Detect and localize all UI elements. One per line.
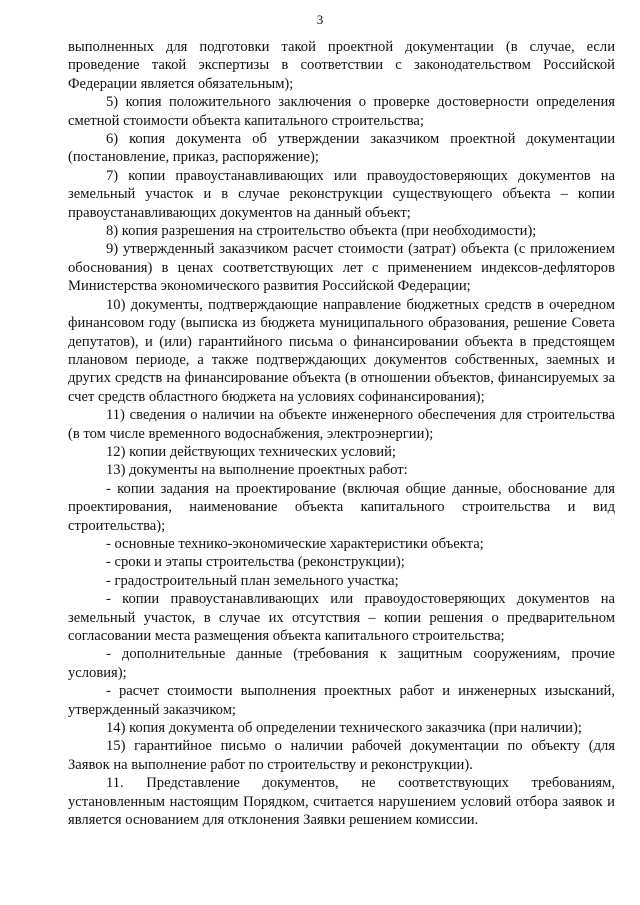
sub-item-characteristics: - основные технико-экономические характеристики объекта; xyxy=(106,535,484,552)
sub-item-additional-data: - дополнительные данные (требования к защитным сооружениям, прочие условия); xyxy=(68,646,615,681)
list-item-12: 12) копии действующих технических условий; xyxy=(106,443,396,460)
sub-item-schedule: - сроки и этапы строительства (реконструкции); xyxy=(106,554,405,571)
list-item-5: 5) копия положительного заключения о проверке достоверности определения сметной стоимости объекта капитального строительства; xyxy=(68,94,615,129)
sub-item-design-assignment: - копии задания на проектирование (включая общие данные, обоснование для проектирования, наименование объекта капитального строительства и вид строительства); xyxy=(68,480,615,534)
list-item-14: 14) копия документа об определении технического заказчика (при наличии); xyxy=(106,720,582,737)
list-item-11: 11) сведения о наличии на объекте инженерного обеспечения для строительства (в том числе временного водоснабжения, электроэнергии); xyxy=(68,407,615,442)
list-item-10: 10) документы, подтверждающие направление бюджетных средств в очередном финансовом году (выписка из бюджета муниципального образования, решение Совета депутатов), и (или) гарантийного письма о финансировании объекта в предстоящем плановом периоде, а также подтверждающих документов собственных, заемных и других средств на финансирование объекта (в отношении объектов, финансируемых за счет средств областного бюджета на условиях софинансирования); xyxy=(68,296,615,405)
list-item-7: 7) копии правоустанавливающих или правоудостоверяющих документов на земельный участок и в случае реконструкции существующего объекта – копии правоустанавливающих документов на данный объект; xyxy=(68,167,615,221)
sub-item-cost-calculation: - расчет стоимости выполнения проектных работ и инженерных изысканий, утвержденный заказчиком; xyxy=(68,683,615,718)
section-11-paragraph: 11. Представление документов, не соответствующих требованиям, установленным настоящим Порядком, считается нарушением условий отбора заявок и является основанием для отклонения Заявки решением комиссии. xyxy=(68,775,615,829)
sub-item-urban-plan: - градостроительный план земельного участка; xyxy=(106,572,399,589)
paragraph-continuation: выполненных для подготовки такой проектной документации (в случае, если проведение такой экспертизы в соответствии с законодательством Российской Федерации является обязательным); xyxy=(68,39,615,92)
document-body xyxy=(68,38,615,829)
list-item-15: 15) гарантийное письмо о наличии рабочей документации по объекту (для Заявок на выполнение работ по строительству и реконструкции). xyxy=(68,738,615,773)
sub-item-land-documents: - копии правоустанавливающих или правоудостоверяющих документов на земельный участок, в случае их отсутствия – копии решения о предварительном согласовании места размещения объекта капитального строительства; xyxy=(68,591,615,644)
page-number: 3 xyxy=(316,12,324,27)
list-item-13: 13) документы на выполнение проектных работ: xyxy=(106,462,408,479)
list-item-9: 9) утвержденный заказчиком расчет стоимости (затрат) объекта (с приложением обоснования) в ценах соответствующих лет с применением индексов-дефляторов Министерства экономического развития Российской Федерации; xyxy=(68,241,615,295)
list-item-6: 6) копия документа об утверждении заказчиком проектной документации (постановление, приказ, распоряжение); xyxy=(68,131,615,166)
list-item-8: 8) копия разрешения на строительство объекта (при необходимости); xyxy=(106,223,537,240)
